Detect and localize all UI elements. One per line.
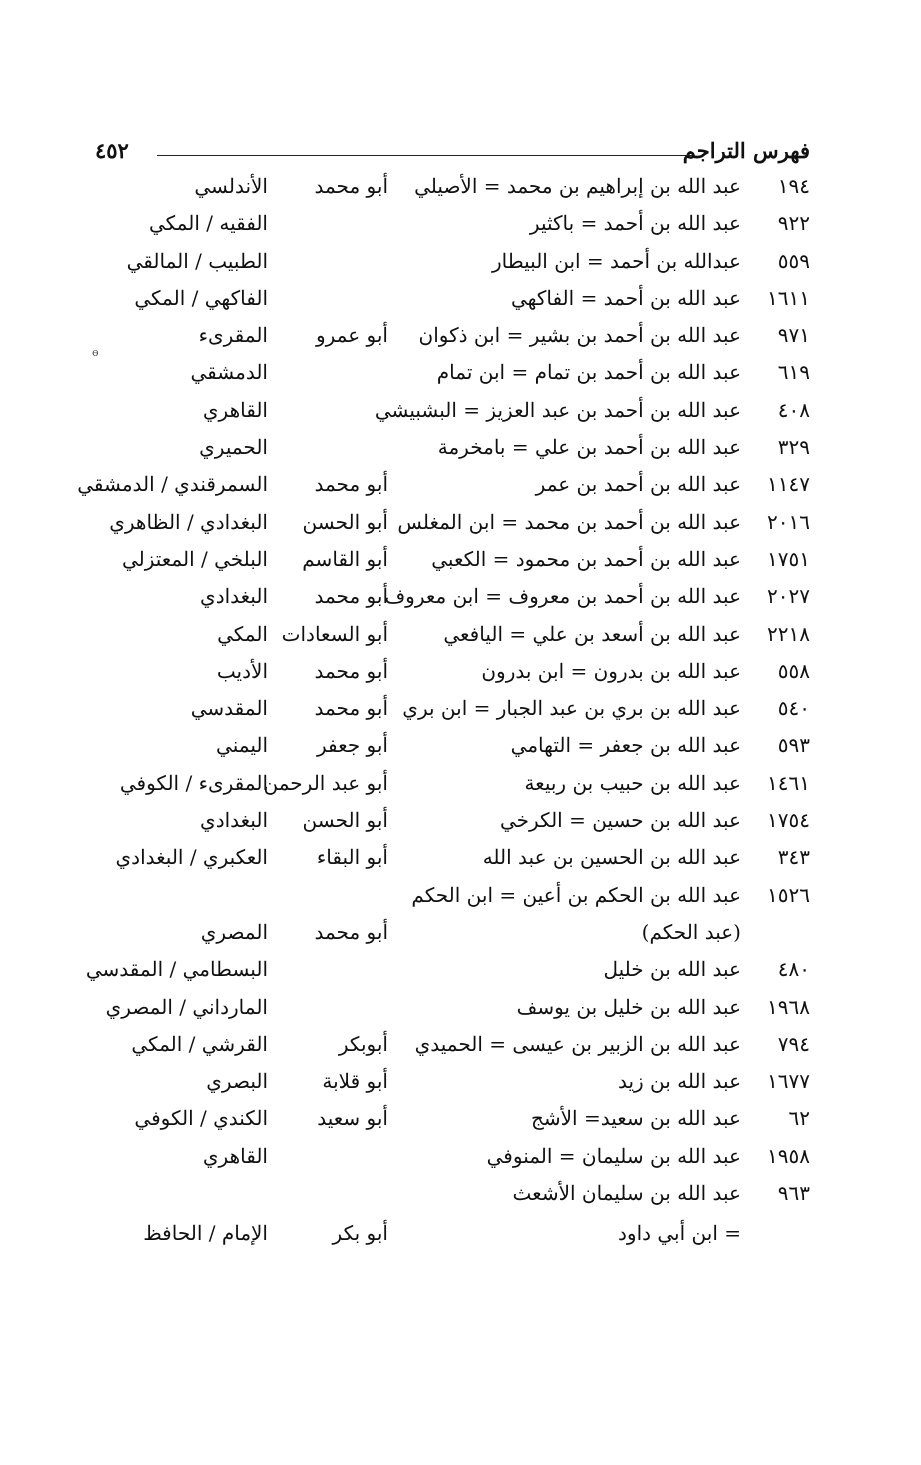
entry-number: ٣٤٣ [777, 845, 810, 870]
entry-name: عبد الله بن حبيب بن ربيعة [524, 770, 741, 795]
entry-name: عبد الله بن خليل [603, 957, 741, 982]
entry-nisba: المقدسي [190, 696, 268, 721]
entry-nisba: الكندي / الكوفي [134, 1106, 268, 1131]
entry-name: عبد الله بن خليل بن يوسف [516, 994, 741, 1019]
entry-number: ٣٢٩ [777, 435, 810, 460]
index-entry [0, 392, 921, 429]
entry-nisba: الفاكهي / المكي [134, 285, 268, 310]
index-entry [0, 1138, 921, 1175]
header-rule [157, 155, 692, 156]
entry-name: عبد الله بن إبراهيم بن محمد = الأصيلي [414, 174, 741, 198]
entry-name: عبد الله بن أحمد = الفاكهي [510, 285, 741, 310]
entry-nisba: القاهري [202, 1143, 268, 1168]
entry-kunya: أبو عبد الرحمن [263, 770, 388, 795]
entry-kunya: أبو محمد [314, 919, 388, 944]
entry-name: عبد الله بن الزبير بن عيسى = الحميدي [414, 1031, 741, 1056]
entry-name: عبد الله بن بري بن عبد الجبار = ابن بري [402, 696, 741, 721]
entry-nisba: البغدادي [200, 808, 268, 833]
entry-name: عبد الله بن أحمد بن عبد العزيز = البشبيشي [374, 397, 741, 422]
entry-number: ٩٦٣ [777, 1181, 810, 1206]
index-entry [0, 989, 921, 1026]
entry-kunya: أبوبكر [338, 1031, 388, 1056]
entry-number: ١١٤٧ [767, 472, 810, 497]
entry-number: ١٧٥١ [767, 546, 810, 571]
index-entry [0, 354, 921, 391]
index-entry [0, 504, 921, 541]
running-title: فهرس التراجم [682, 138, 810, 163]
entry-nisba: البصري [206, 1069, 268, 1094]
index-entry [0, 1063, 921, 1100]
index-entry [0, 280, 921, 317]
index-entry [0, 1026, 921, 1063]
index-entry [0, 727, 921, 764]
entry-number: ١٤٦١ [767, 770, 810, 795]
index-entry [0, 616, 921, 653]
index-entry [0, 429, 921, 466]
entry-kunya: أبو الحسن [302, 808, 388, 833]
entry-number: ٩٢٢ [777, 211, 810, 236]
entry-number: ١٦٧٧ [767, 1069, 810, 1094]
entry-name: عبد الله بن حسين = الكرخي [499, 808, 741, 833]
entry-name: عبد الله بن أحمد بن معروف = ابن معروف [384, 584, 741, 609]
entry-nisba: الطبيب / المالقي [126, 248, 268, 273]
entry-kunya: أبو محمد [314, 696, 388, 721]
index-entry [0, 1215, 921, 1252]
entry-nisba: المارداني / المصري [105, 994, 268, 1019]
entry-name: عبد الله بن زيد [617, 1069, 741, 1094]
entry-number: ٤٨٠ [777, 957, 810, 982]
entry-number: ٦٢ [788, 1106, 810, 1131]
entry-name: عبدالله بن أحمد = ابن البيطار [491, 248, 741, 273]
entry-kunya: أبو عمرو [315, 323, 388, 348]
entry-nisba: المصري [200, 919, 268, 944]
entry-number: ١٧٥٤ [767, 808, 810, 833]
entry-name: عبد الله بن جعفر = التهامي [510, 733, 741, 758]
entry-kunya: أبو الحسن [302, 509, 388, 534]
index-entry [0, 541, 921, 578]
entry-number: ٢٢١٨ [767, 621, 810, 646]
entry-name: عبد الله بن سعيد= الأشج [530, 1106, 741, 1131]
index-entry [0, 317, 921, 354]
entry-name: = ابن أبي داود [618, 1221, 741, 1246]
index-entry [0, 877, 921, 914]
entry-name: (عبد الحكم) [641, 919, 741, 944]
index-entry [0, 653, 921, 690]
entry-kunya: أبو محمد [314, 472, 388, 497]
entry-nisba: العكبري / البغدادي [115, 845, 268, 870]
entry-number: ١٦١١ [767, 285, 810, 310]
index-entry [0, 205, 921, 242]
entry-kunya: أبو جعفر [317, 733, 388, 758]
entry-number: ٢٠٢٧ [767, 584, 810, 609]
entry-number: ٥٥٩ [777, 248, 810, 273]
entry-nisba: البغدادي [200, 584, 268, 609]
entry-nisba: الإمام / الحافظ [143, 1221, 268, 1246]
entry-nisba: البلخي / المعتزلي [121, 546, 268, 571]
index-entry [0, 243, 921, 280]
entry-number: ٥٥٨ [777, 658, 810, 683]
entry-kunya: أبو القاسم [302, 546, 388, 571]
index-entry [0, 914, 921, 951]
entry-name: عبد الله بن أحمد بن عمر [535, 472, 741, 497]
entry-number: ٥٤٠ [777, 696, 810, 721]
entry-nisba: القاهري [202, 397, 268, 422]
entry-name: عبد الله بن أحمد بن محمد = ابن المغلس [397, 509, 741, 534]
entry-number: ٥٩٣ [777, 733, 810, 758]
entry-kunya: أبو بكر [332, 1221, 388, 1246]
entry-number: ٢٠١٦ [767, 509, 810, 534]
index-entry [0, 578, 921, 615]
index-entry [0, 466, 921, 503]
entry-number: ٩٧١ [777, 323, 810, 348]
index-entry [0, 1100, 921, 1137]
index-entry [0, 1175, 921, 1212]
entry-nisba: البسطامي / المقدسي [85, 957, 268, 982]
entry-number: ١٩٦٨ [767, 994, 810, 1019]
entry-nisba: القرشي / المكي [131, 1031, 268, 1056]
entry-kunya: أبو قلابة [322, 1069, 388, 1094]
entry-nisba: الفقيه / المكي [148, 211, 268, 236]
entry-number: ١٩٥٨ [767, 1143, 810, 1168]
entry-name: عبد الله بن أحمد بن بشير = ابن ذكوان [418, 323, 741, 348]
entry-nisba: المقرىء [198, 323, 268, 348]
entry-number: ٦١٩ [777, 360, 810, 385]
page-number: ٤٥٢ [95, 138, 129, 163]
entry-nisba: الأديب [216, 658, 268, 683]
entry-nisba: السمرقندي / الدمشقي [77, 472, 268, 497]
entry-name: عبد الله بن أحمد بن علي = بامخرمة [437, 435, 741, 460]
entry-name: عبد الله بن أحمد بن محمود = الكعبي [431, 546, 741, 571]
entry-kunya: أبو سعيد [317, 1106, 388, 1131]
entry-kunya: أبو محمد [314, 174, 388, 198]
entry-nisba: البغدادي / الظاهري [109, 509, 268, 534]
entry-name: عبد الله بن سليمان الأشعث [512, 1181, 741, 1206]
entry-nisba: المكي [217, 621, 268, 646]
entry-kunya: أبو السعادات [281, 621, 388, 646]
entry-name: عبد الله بن الحكم بن أعين = ابن الحكم [411, 882, 741, 907]
entry-name: عبد الله بن سليمان = المنوفي [486, 1143, 741, 1168]
entry-name: عبد الله بن بدرون = ابن بدرون [481, 658, 741, 683]
index-entry [0, 839, 921, 876]
entry-nisba: الدمشقي [190, 360, 268, 385]
index-entry [0, 802, 921, 839]
entry-nisba: الأندلسي [194, 174, 268, 198]
entry-name: عبد الله بن أحمد بن تمام = ابن تمام [436, 360, 741, 385]
index-entry [0, 690, 921, 727]
entry-name: عبد الله بن أحمد = باكثير [529, 211, 741, 236]
entry-number: ١٩٤ [777, 174, 810, 198]
entry-nisba: المقرىء / الكوفي [119, 770, 268, 795]
margin-mark: ɵ [92, 346, 99, 359]
entry-kunya: أبو محمد [314, 658, 388, 683]
entry-number: ٤٠٨ [777, 397, 810, 422]
entry-nisba: اليمني [216, 733, 268, 758]
entry-name: عبد الله بن الحسين بن عبد الله [482, 845, 741, 870]
biography-index-list [0, 168, 921, 1253]
entry-kunya: أبو محمد [314, 584, 388, 609]
index-entry [0, 951, 921, 988]
index-entry [0, 765, 921, 802]
entry-name: عبد الله بن أسعد بن علي = اليافعي [443, 621, 741, 646]
entry-number: ٧٩٤ [777, 1031, 810, 1056]
entry-kunya: أبو البقاء [316, 845, 388, 870]
entry-nisba: الحميري [199, 435, 268, 460]
index-entry [0, 168, 921, 205]
entry-number: ١٥٢٦ [767, 882, 810, 907]
